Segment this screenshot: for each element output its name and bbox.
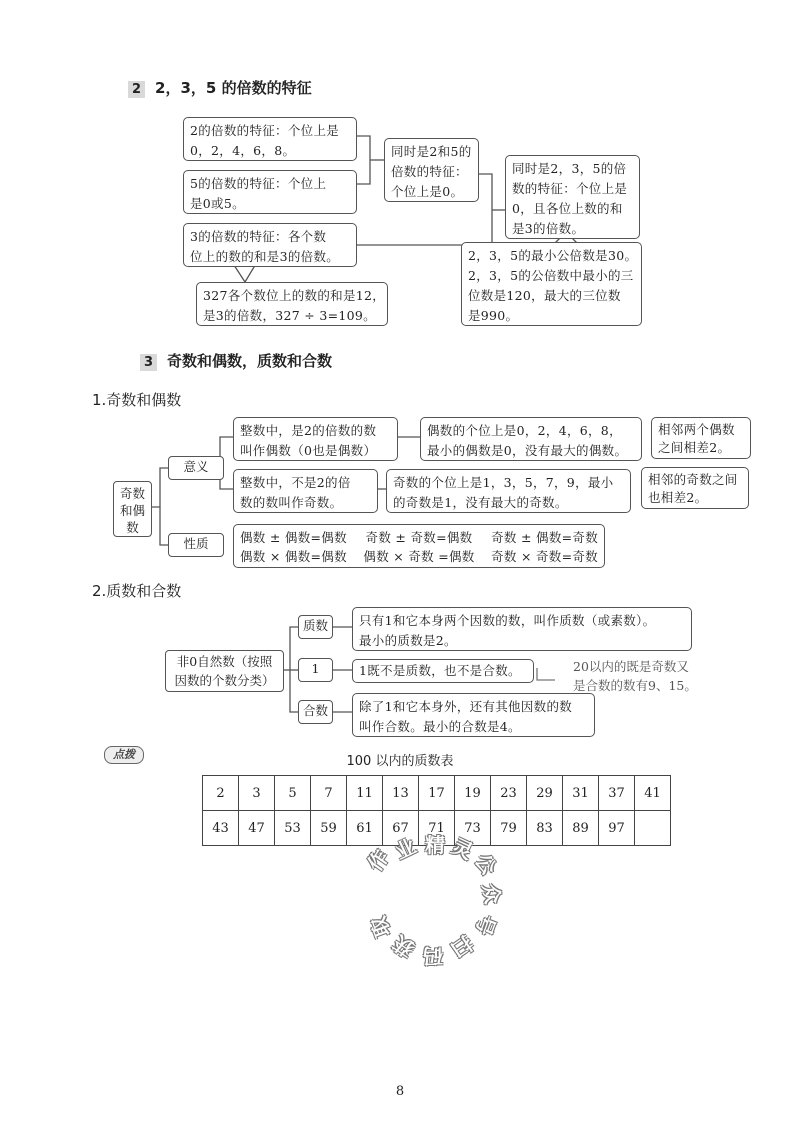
meaning-label: 意义 bbox=[168, 456, 224, 480]
one-definition-box: 1既不是质数，也不是合数。 bbox=[352, 659, 534, 683]
table-cell: 83 bbox=[527, 811, 563, 846]
odd-definition-box: 整数中，不是2的倍 数的数叫作奇数。 bbox=[233, 469, 378, 513]
table-cell: 29 bbox=[527, 776, 563, 811]
odd-difference-note: 相邻的奇数之间 也相差2。 bbox=[641, 467, 749, 509]
table-cell: 59 bbox=[311, 811, 347, 846]
table-cell: 7 bbox=[311, 776, 347, 811]
table-cell: 53 bbox=[275, 811, 311, 846]
example-327-box: 327各个数位上的数的和是12， 是3的倍数，327 ÷ 3=109。 bbox=[196, 282, 388, 326]
section-title: 2，3，5 的倍数的特征 bbox=[155, 79, 312, 97]
table-cell: 37 bbox=[599, 776, 635, 811]
even-difference-note: 相邻两个偶数 之间相差2。 bbox=[651, 417, 751, 459]
table-cell: 11 bbox=[347, 776, 383, 811]
section-number: 2 bbox=[128, 81, 145, 98]
table-cell: 5 bbox=[275, 776, 311, 811]
table-cell: 19 bbox=[455, 776, 491, 811]
section-title: 奇数和偶数，质数和合数 bbox=[167, 352, 333, 370]
table-cell: 41 bbox=[635, 776, 671, 811]
table-cell: 2 bbox=[203, 776, 239, 811]
even-definition-box: 整数中，是2的倍数的数 叫作偶数（0也是偶数） bbox=[233, 417, 398, 461]
property-label: 性质 bbox=[168, 533, 224, 557]
multiple-of-3-box: 3的倍数的特征：各个数 位上的数的和是3的倍数。 bbox=[183, 223, 357, 267]
table-cell: 67 bbox=[383, 811, 419, 846]
composite-label: 合数 bbox=[298, 700, 333, 724]
composite-definition-box: 除了1和它本身外，还有其他因数的数 叫作合数。最小的合数是4。 bbox=[352, 693, 595, 737]
section-3-heading bbox=[140, 350, 332, 371]
odd-detail-box: 奇数的个位上是1，3，5，7，9，最小 的奇数是1，没有最大的奇数。 bbox=[386, 469, 631, 513]
multiple-of-2-3-5-box: 同时是2，3，5的倍 数的特征：个位上是 0，且各位上数的和 是3的倍数。 bbox=[505, 155, 640, 239]
table-cell: 61 bbox=[347, 811, 383, 846]
common-multiple-box: 2，3，5的最小公倍数是30。 2，3，5的公倍数中最小的三 位数是120，最大的三位数 是990。 bbox=[461, 242, 642, 326]
multiple-of-2-box: 2的倍数的特征：个位上是 0，2，4，6，8。 bbox=[183, 117, 357, 161]
page-number: 8 bbox=[395, 1084, 405, 1099]
tip-badge: 点拨 bbox=[104, 746, 144, 764]
table-cell: 97 bbox=[599, 811, 635, 846]
section-2-heading bbox=[128, 77, 312, 98]
multiple-of-2-and-5-box: 同时是2和5的 倍数的特征： 个位上是0。 bbox=[384, 138, 479, 202]
table-cell: 17 bbox=[419, 776, 455, 811]
table-cell: 47 bbox=[239, 811, 275, 846]
subsection-prime-composite: 2.质数和合数 bbox=[92, 582, 182, 600]
prime-table-title: 100 以内的质数表 bbox=[346, 754, 454, 769]
even-detail-box: 偶数的个位上是0，2，4，6，8， 最小的偶数是0，没有最大的偶数。 bbox=[420, 417, 642, 461]
table-cell bbox=[635, 811, 671, 846]
table-cell: 13 bbox=[383, 776, 419, 811]
table-row bbox=[203, 776, 671, 811]
odd-even-root: 奇数 和偶 数 bbox=[113, 481, 152, 537]
natural-number-root: 非0自然数（按照 因数的个数分类） bbox=[165, 650, 284, 692]
table-cell: 43 bbox=[203, 811, 239, 846]
watermark-stamp: 作 业 精 灵 公 众 号 扫 码 获 取 bbox=[362, 833, 506, 968]
parity-rules-box: 偶数 ± 偶数=偶数 奇数 ± 奇数=偶数 奇数 ± 偶数=奇数 偶数 × 偶数=偶数 偶数 × 奇数 =偶数 奇数 × 奇数=奇数 bbox=[233, 524, 605, 568]
table-cell: 73 bbox=[455, 811, 491, 846]
table-cell: 89 bbox=[563, 811, 599, 846]
multiple-of-5-box: 5的倍数的特征：个位上 是0或5。 bbox=[183, 170, 357, 214]
one-label: 1 bbox=[298, 658, 333, 682]
table-cell: 23 bbox=[491, 776, 527, 811]
prime-label: 质数 bbox=[298, 615, 333, 639]
section-number: 3 bbox=[140, 354, 157, 371]
table-cell: 79 bbox=[491, 811, 527, 846]
subsection-odd-even: 1.奇数和偶数 bbox=[92, 391, 182, 409]
prime-definition-box: 只有1和它本身两个因数的数，叫作质数（或素数）。 最小的质数是2。 bbox=[352, 607, 692, 651]
table-cell: 3 bbox=[239, 776, 275, 811]
odd-composite-note: 20以内的既是奇数又 是合数的数有9、15。 bbox=[573, 659, 697, 693]
table-cell: 31 bbox=[563, 776, 599, 811]
table-cell: 71 bbox=[419, 811, 455, 846]
